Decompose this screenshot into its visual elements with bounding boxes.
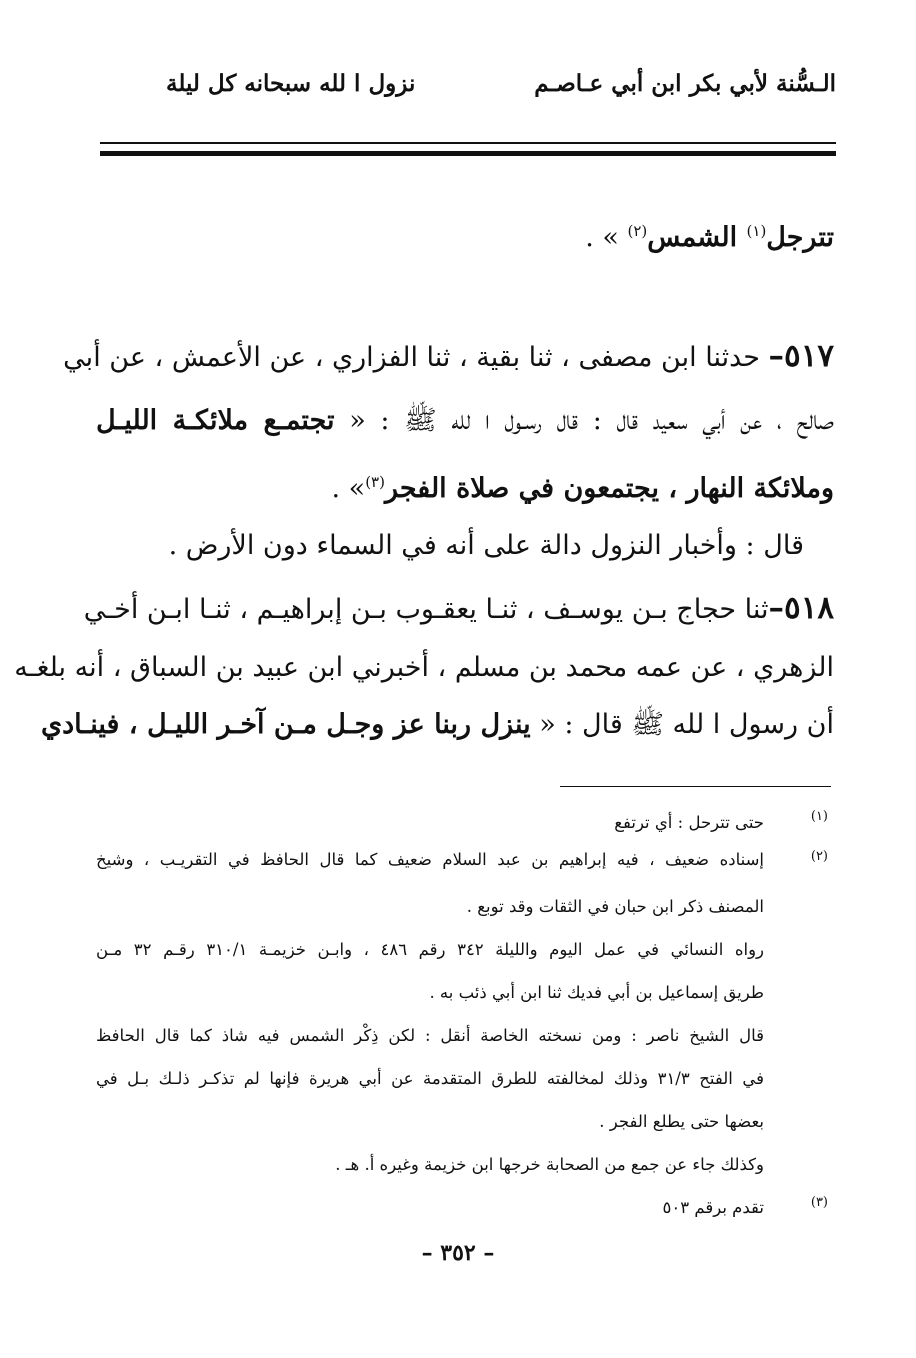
carry-over-text: الشمس — [647, 222, 747, 253]
hadith-518-line-2: الزهري ، عن عمه محمد بن مسلم ، أخبرني ابن عبيد بن السباق ، أنه بلغـه — [14, 652, 834, 683]
footnote-3-text: تقدم برقم ٥٠٣ — [662, 1198, 764, 1217]
author-comment: قال : وأخبار النزول دالة على أنه في السماء دون الأرض . — [168, 530, 804, 561]
isnad-text: أن رسول ا لله ﷺ قال : « — [530, 709, 834, 740]
book-title: الـسُّنة لأبي بكر ابن أبي عـاصـم — [534, 70, 836, 97]
carry-over-line — [585, 211, 834, 258]
footnote-separator — [560, 786, 831, 787]
hadith-517-line-1 — [63, 336, 834, 378]
hadith-518-line-3 — [40, 705, 834, 745]
page-number: – ٣٥٢ – — [421, 1240, 495, 1266]
footnote-ref-2: (٢) — [627, 222, 648, 240]
matn-end: » . — [331, 473, 366, 504]
carry-over-text: تترجل — [766, 222, 834, 253]
isnad-text: حدثنا ابن مصفى ، ثنا بقية ، ثنا الفزاري ، عن الأعمش ، عن أبي — [63, 342, 769, 373]
isnad-text: صالح ، عن أبي سعيد قال : قال رسـول ا لله ﷺ : « — [334, 405, 834, 436]
footnote-2-line: قال الشيخ ناصر : ومن نسخته الخاصة أنقل : لكن ذِكْر الشمس فيه شاذ كما قال الحافظ — [96, 1026, 764, 1045]
footnote-2-line: بعضها حتى يطلع الفجر . — [599, 1112, 764, 1131]
footnote-2-line: رواه النسائي في عمل اليوم والليلة ٣٤٢ رقم ٤٨٦ ، وابـن خزيمـة ٣١٠/١ رقـم ٣٢ مـن — [96, 940, 765, 959]
footnote-2-line: إسناده ضعيف ، فيه إبراهيم بن عبد السلام ضعيف كما قال الحافظ في التقريـب ، وشيخ — [96, 850, 764, 869]
hadith-517-line-3 — [332, 462, 835, 509]
chapter-title: نزول ا لله سبحانه كل ليلة — [166, 70, 416, 97]
carry-over-end: » . — [585, 222, 628, 253]
footnote-ref-3: (٣) — [365, 473, 385, 491]
hadith-518-line-1 — [83, 588, 834, 630]
header-rule-thin — [100, 142, 836, 144]
footnote-ref-1: (١) — [746, 222, 767, 240]
footnote-marker-1: (١) — [810, 809, 828, 824]
matn-text: وملائكة النهار ، يجتمعون في صلاة الفجر — [384, 473, 834, 504]
footnote-marker-2: (٢) — [810, 849, 828, 864]
footnote-2-line: المصنف ذكر ابن حبان في الثقات وقد توبع . — [466, 897, 764, 916]
hadith-517-line-2 — [96, 401, 834, 441]
running-header — [100, 70, 836, 120]
header-rule-thick — [100, 151, 836, 156]
matn-text: تجتمـع ملائكـة الليـل — [96, 405, 335, 436]
footnote-2-line: طريق إسماعيل بن أبي فديك ثنا ابن أبي ذئب به . — [429, 983, 764, 1002]
footnote-2-line: في الفتح ٣١/٣ وذلك لمخالفته للطرق المتقدمة عن أبي هريرة فإنها لم تذكـر ذلـك بـل في — [96, 1069, 765, 1088]
hadith-number-517: ٥١٧– — [768, 338, 834, 374]
footnote-2-line: وكذلك جاء عن جمع من الصحابة خرجها ابن خزيمة وغيره أ. هـ . — [335, 1155, 764, 1174]
isnad-text: ثنا حجاج بـن يوسـف ، ثنـا يعقـوب بـن إبراهيـم ، ثنـا ابـن أخـي — [83, 594, 769, 625]
footnote-marker-3: (٣) — [810, 1195, 828, 1210]
hadith-number-518: ٥١٨– — [768, 590, 834, 626]
footnote-1-text: حتى تترحل : أي ترتفع — [614, 813, 764, 832]
matn-text: ينزل ربنا عز وجـل مـن آخـر الليـل ، فينـادي — [40, 709, 531, 740]
